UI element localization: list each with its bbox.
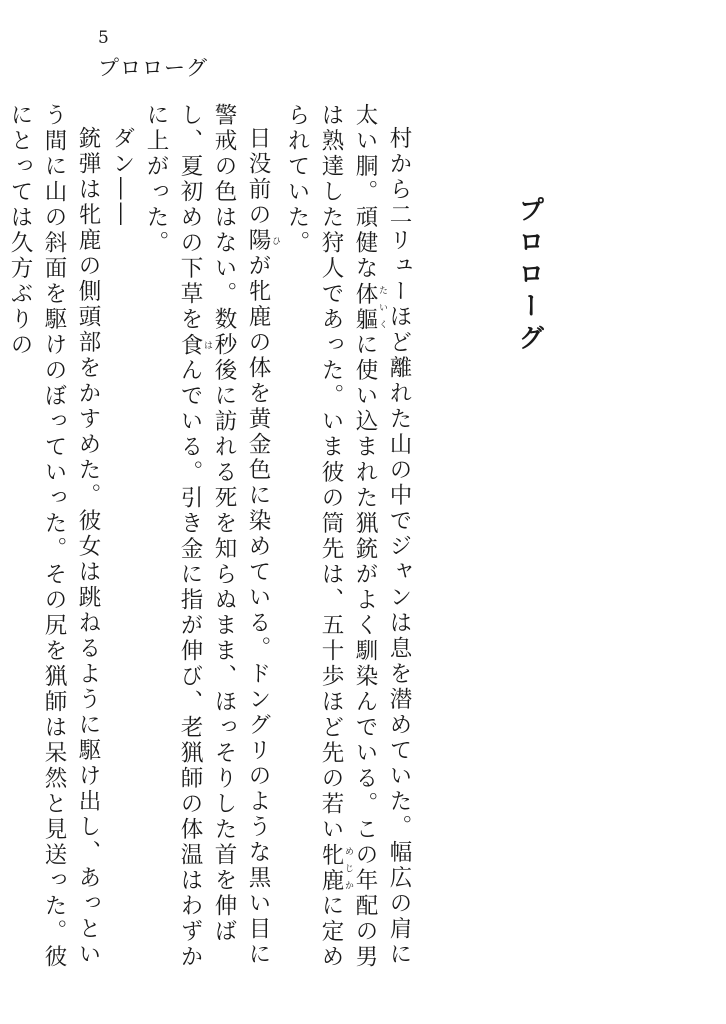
ruby-taiku-reading: たいく: [377, 281, 387, 333]
ruby-hi-base: 陽: [245, 227, 271, 253]
ruby-hi-reading: ひ: [270, 227, 280, 253]
paragraph-1-text-b: に使い込まれた猟銃がよく馴染んでいる。この年配の男は熟達した狩人であった。いま彼の筒先は、五十歩ほど先の若い: [318, 103, 378, 970]
paragraph-1-text-c: に定められていた。: [284, 103, 344, 970]
ruby-mejika-reading: めじか: [343, 842, 353, 894]
paragraph-2-text-c: んでいる。引き金に指が伸び、老猟師の体温はわずかに上がった。: [143, 103, 203, 970]
ruby-mejika: [318, 842, 353, 894]
chapter-title: プロローグ: [514, 196, 544, 356]
paragraph-2-text-a: 日没前の: [245, 125, 271, 228]
body-text: [3, 103, 416, 983]
running-head: プロローグ: [98, 56, 208, 80]
ruby-ha: [177, 332, 212, 359]
ruby-ha-reading: は: [202, 332, 212, 358]
ruby-ha-base: 食: [177, 332, 203, 358]
page-number: 5: [98, 28, 109, 48]
paragraph-4: 銃弾は牝鹿の側頭部をかすめた。彼女は跳ねるように駆け出し、あっという間に山の斜面を駆けのぼっていった。その尻を猟師は呆然と見送った。彼にとっては久方ぶりの: [7, 103, 101, 970]
paragraph-1-text-a: 村から二リューほど離れた山の中でジャンは息を潜めていた。幅広の肩に太い胴。頑健な: [352, 103, 412, 967]
ruby-hi: [245, 227, 280, 254]
paragraph-2-text-b: が牝鹿の体を黄金色に染めている。ドングリのような黒い目に警戒の色はない。数秒後に訪れる死を知らぬまま、ほっそりした首を伸ばし、夏初めの下草を: [177, 103, 271, 967]
ruby-mejika-base: 牝鹿: [318, 842, 344, 894]
paragraph-2: [139, 103, 280, 983]
ruby-taiku-base: 体軀: [352, 281, 378, 333]
paragraph-1: [280, 103, 416, 983]
paragraph-3: ダン――: [109, 125, 135, 228]
ruby-taiku: [352, 281, 387, 333]
